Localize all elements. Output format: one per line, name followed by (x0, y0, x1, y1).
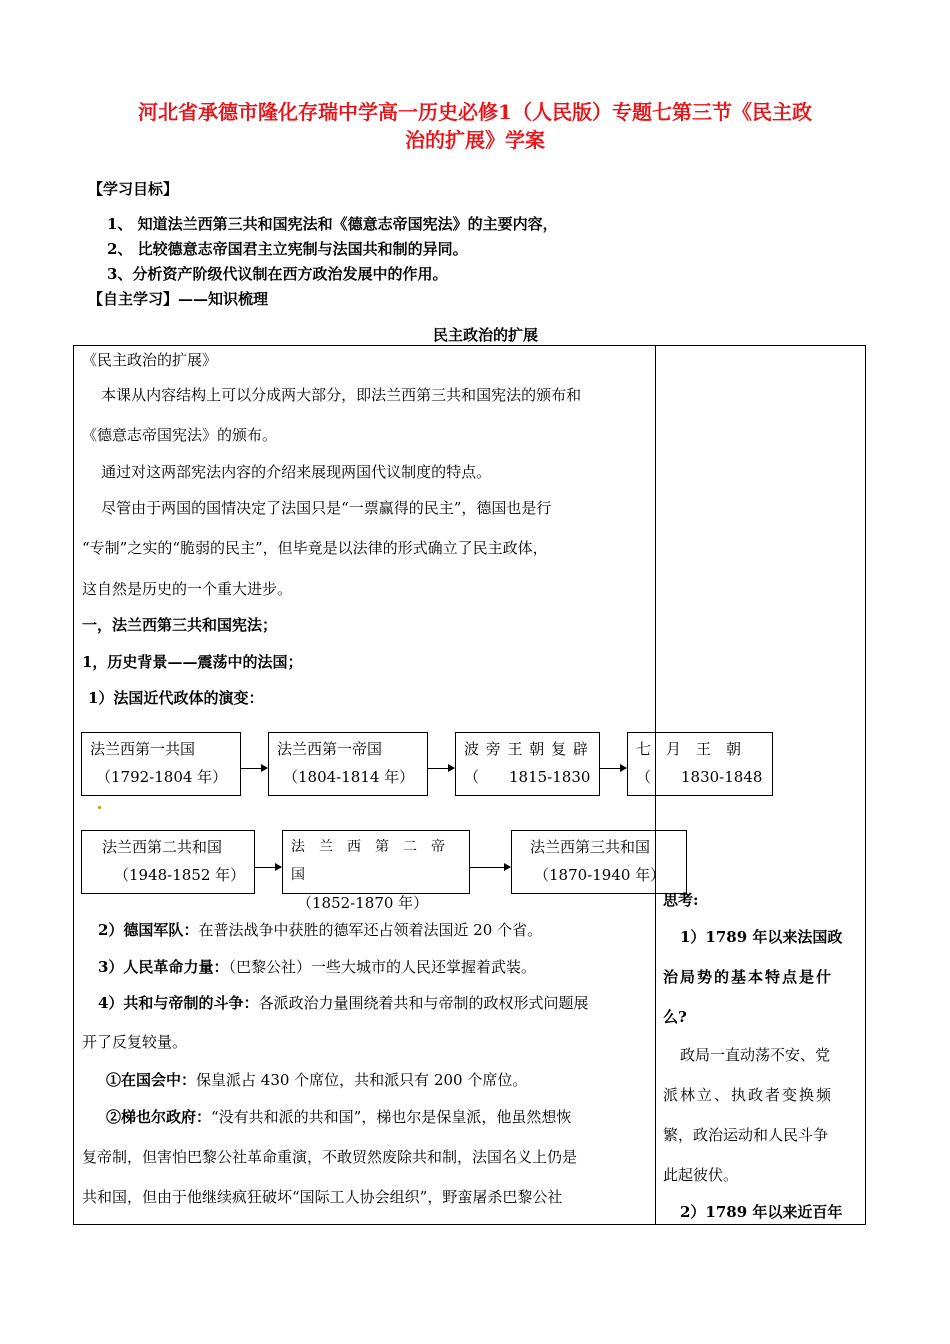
flow-box-third-republic (511, 830, 687, 894)
goals-header: 【学习目标】 (88, 180, 179, 198)
flow-box-years: （1948-1852 年） (114, 866, 246, 884)
section-1-heading: 一，法兰西第三共和国宪法； (82, 616, 278, 634)
flow-box-name: 法兰西第二共和国 (102, 838, 223, 856)
paragraph-3b: “专制”之实的“脆弱的民主”，但毕竟是以法律的形式确立了民主政体， (82, 539, 548, 557)
point-label: 2）德国军队： (98, 921, 199, 939)
intro-title: 《民主政治的扩展》 (82, 351, 218, 369)
flow-box-years: （1852-1870 年） (297, 894, 429, 912)
point-people-revolution (98, 947, 665, 987)
point-republic-vs-monarchy-cont: 开了反复较量。 (82, 1033, 188, 1051)
paragraph-3c: 这自然是历史的一个重大进步。 (82, 580, 293, 598)
flow-arrow (600, 768, 626, 769)
point-text: （巴黎公社）一些大城市的人民还掌握着武装。 (228, 958, 536, 976)
think-label: 思考: (663, 891, 699, 909)
sub-point-thiers-cont-1: 复帝制，但害怕巴黎公社革命重演，不敢贸然废除共和制，法国名义上仍是 (82, 1148, 578, 1166)
question-2-line-1: 2）1789 年以来近百年 (680, 1203, 843, 1221)
flow-box-years: （1870-1940 年） (534, 866, 666, 884)
dot-mark (98, 806, 101, 809)
section-1-1-heading: 1，历史背景——震荡中的法国； (82, 653, 303, 671)
flow-box-first-republic (81, 732, 241, 796)
paragraph-3a: 尽管由于两国的国情决定了法国只是“一票赢得的民主”，德国也是行 (101, 499, 552, 517)
flow-box-name: 法兰西第三共和国 (530, 838, 651, 856)
title-line-2: 治的扩展》学案 (405, 128, 545, 152)
point-label: ②梯也尔政府： (106, 1108, 212, 1126)
point-label: 4）共和与帝制的斗争： (98, 994, 259, 1012)
point-label: 3）人民革命力量： (98, 958, 229, 976)
sub-point-thiers (106, 1097, 649, 1137)
flow-box-years: （ 1830-1848 (636, 768, 763, 786)
flow-box-years: （1792-1804 年） (96, 768, 228, 786)
flow-box-second-empire (282, 830, 470, 912)
flow-box-bourbon-restoration (455, 732, 600, 796)
flow-box-name: 法兰西第一帝国 (277, 740, 383, 758)
point-text: 各派政治力量围绕着共和与帝制的政权形式问题展 (258, 994, 589, 1012)
self-study-header: 【自主学习】——知识梳理 (88, 290, 269, 308)
question-1-line-3: 么? (663, 1008, 687, 1026)
point-text: 保皇派占 430 个席位，共和派只有 200 个席位。 (196, 1071, 528, 1089)
answer-1-line-1: 政局一直动荡不安、党 (680, 1046, 831, 1064)
flow-arrow (241, 768, 267, 769)
paragraph-1a: 本课从内容结构上可以分成两大部分，即法兰西第三共和国宪法的颁布和 (101, 386, 582, 404)
flow-box-years: （ 1815-1830 (464, 768, 591, 786)
flow-box-name: 波 旁 王 朝 复 辟 (464, 740, 589, 758)
sub-point-parliament (106, 1060, 673, 1100)
answer-1-line-4: 此起彼伏。 (663, 1166, 739, 1184)
flow-arrow (428, 768, 454, 769)
question-1-line-2: 治局势的基本特点是什 (663, 968, 834, 986)
section-1-1-1-heading: 1）法国近代政体的演变： (88, 689, 264, 707)
paragraph-2: 通过对这两部宪法内容的介绍来展现两国代议制度的特点。 (101, 463, 492, 481)
answer-1-line-3: 繁，政治运动和人民斗争 (663, 1126, 829, 1144)
flow-box-name: 法兰西第一共国 (90, 740, 196, 758)
flow-box-name: 七 月 王 朝 (636, 740, 742, 758)
table-caption: 民主政治的扩展 (433, 326, 539, 344)
flow-box-name: 法 兰 西 第 二 帝 国 (291, 839, 459, 883)
document-title (90, 98, 860, 154)
paragraph-1b: 《德意志帝国宪法》的颁布。 (82, 426, 278, 444)
flow-arrow (470, 867, 510, 868)
flow-box-years: （1804-1814 年） (283, 768, 415, 786)
point-text: 在普法战争中获胜的德军还占领着法国近 20 个省。 (198, 921, 543, 939)
flow-box-first-empire (268, 732, 428, 796)
goal-item-2: 2、 比较德意志帝国君主立宪制与法国共和制的异同。 (107, 240, 468, 258)
title-line-1: 河北省承德市隆化存瑞中学高一历史必修1（人民版）专题七第三节《民主政 (138, 100, 812, 124)
flow-box-july-monarchy (627, 732, 773, 796)
goal-item-3: 3、分析资产阶级代议制在西方政治发展中的作用。 (107, 265, 448, 283)
answer-1-line-2: 派林立、执政者变换频 (663, 1086, 834, 1104)
point-text: “没有共和派的共和国”，梯也尔是保皇派，他虽然想恢 (211, 1108, 572, 1126)
point-republic-vs-monarchy (98, 983, 649, 1023)
question-1-line-1: 1）1789 年以来法国政 (680, 928, 843, 946)
point-label: ①在国会中： (106, 1071, 197, 1089)
flow-arrow (255, 867, 281, 868)
point-german-army (98, 910, 665, 950)
flow-box-second-republic (81, 830, 255, 894)
sub-point-thiers-cont-2: 共和国，但由于他继续疯狂破坏“国际工人协会组织”，野蛮屠杀巴黎公社 (82, 1188, 563, 1206)
goal-item-1: 1、 知道法兰西第三共和国宪法和《德意志帝国宪法》的主要内容， (107, 215, 558, 233)
